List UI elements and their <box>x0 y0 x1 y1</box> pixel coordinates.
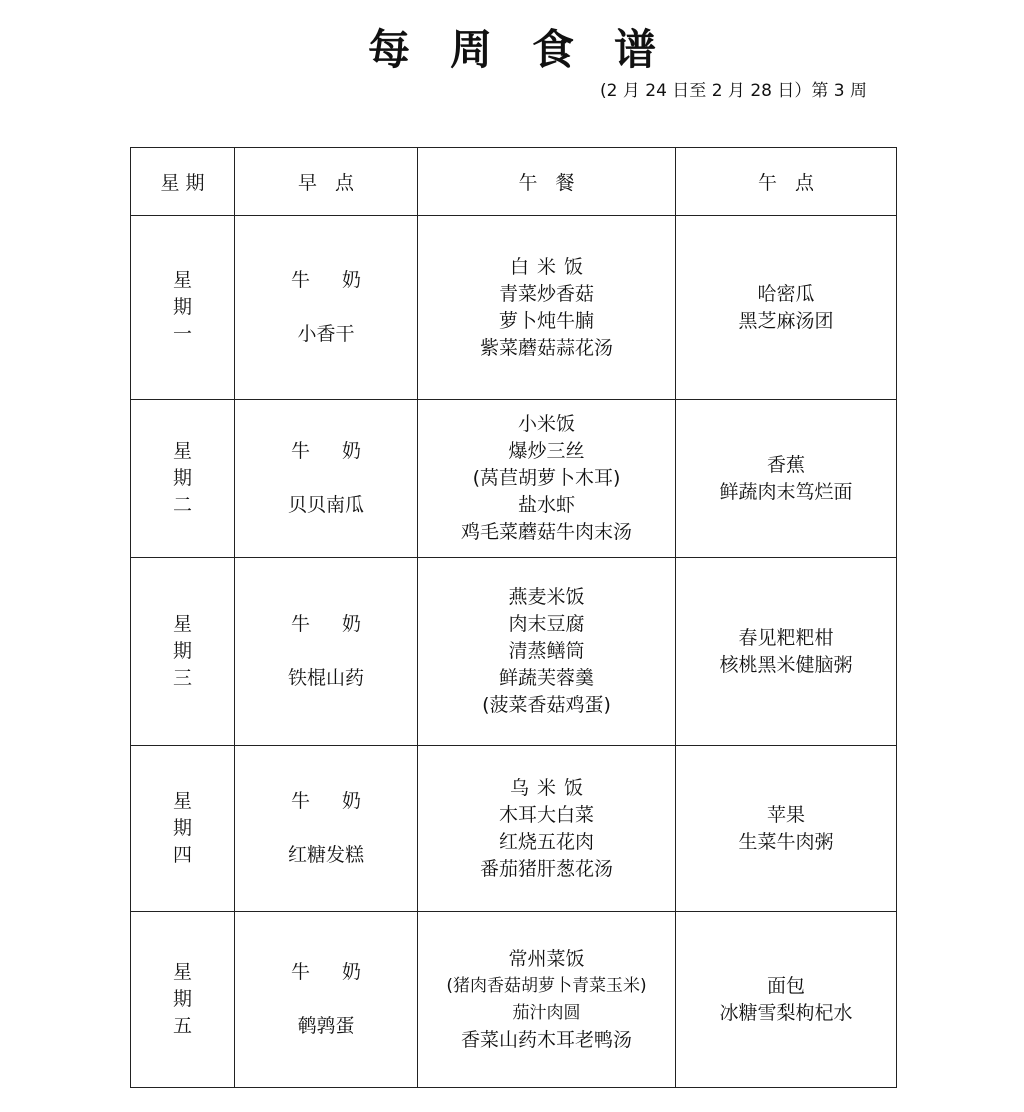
lunch-cell <box>418 746 676 912</box>
header-row <box>131 148 897 216</box>
lunch-cell <box>418 912 676 1088</box>
breakfast-drink: 牛奶 <box>290 790 393 812</box>
breakfast-cell <box>235 216 418 400</box>
lunch-cell <box>418 216 676 400</box>
breakfast-drink: 牛奶 <box>290 269 393 291</box>
snack-item: 春见粑粑柑 <box>738 626 834 649</box>
weekly-menu-table <box>130 147 897 1088</box>
table-row <box>131 216 897 400</box>
lunch-item: 肉末豆腐 <box>508 613 585 635</box>
table-row <box>131 746 897 912</box>
snack-item: 生菜牛肉粥 <box>738 830 834 853</box>
lunch-item: 白米饭 <box>509 255 591 278</box>
lunch-item: (菠菜香菇鸡蛋) <box>482 694 611 716</box>
breakfast-food: 铁棍山药 <box>287 667 364 689</box>
snack-cell <box>676 912 897 1088</box>
snack-item: 核桃黑米健脑粥 <box>719 653 853 676</box>
lunch-item: 萝卜炖牛腩 <box>498 309 594 332</box>
breakfast-drink: 牛奶 <box>290 613 393 635</box>
lunch-cell <box>418 400 676 558</box>
table-row <box>131 558 897 746</box>
breakfast-drink: 牛奶 <box>290 440 393 462</box>
lunch-item: 常州菜饭 <box>508 947 585 970</box>
lunch-item: 燕麦米饭 <box>508 586 585 608</box>
lunch-item: 盐水虾 <box>517 494 575 516</box>
lunch-item: 清蒸鳝筒 <box>508 640 585 662</box>
day-cell: 星 期 二 <box>131 400 235 558</box>
breakfast-cell <box>235 400 418 558</box>
lunch-item: 青菜炒香菇 <box>498 282 594 305</box>
lunch-cell <box>418 558 676 746</box>
lunch-item: 鸡毛菜蘑菇牛肉末汤 <box>460 521 632 543</box>
breakfast-cell <box>235 912 418 1088</box>
day-cell: 星 期 五 <box>131 912 235 1088</box>
lunch-item: 红烧五花肉 <box>498 830 594 853</box>
lunch-item: 紫菜蘑菇蒜花汤 <box>479 336 613 359</box>
snack-item: 哈密瓜 <box>757 282 815 305</box>
lunch-item: 爆炒三丝 <box>508 440 585 462</box>
snack-cell <box>676 216 897 400</box>
breakfast-food: 红糖发糕 <box>287 844 364 866</box>
breakfast-food: 贝贝南瓜 <box>287 494 364 516</box>
table-row <box>131 400 897 558</box>
day-cell: 星 期 四 <box>131 746 235 912</box>
header-lunch: 午餐 <box>418 148 676 216</box>
snack-item: 黑芝麻汤团 <box>738 309 834 332</box>
breakfast-drink: 牛奶 <box>290 961 393 983</box>
page-title: 每周食谱 <box>367 25 696 74</box>
lunch-item: 香菜山药木耳老鸭汤 <box>460 1028 632 1051</box>
header-snack: 午点 <box>676 148 897 216</box>
snack-item: 面包 <box>766 974 805 997</box>
lunch-item: 木耳大白菜 <box>498 803 594 826</box>
header-breakfast: 早点 <box>235 148 418 216</box>
lunch-item: 小米饭 <box>517 413 575 435</box>
snack-item: 鲜蔬肉末笃烂面 <box>719 480 853 503</box>
snack-cell <box>676 558 897 746</box>
breakfast-cell <box>235 746 418 912</box>
snack-cell <box>676 400 897 558</box>
breakfast-food: 鹌鹑蛋 <box>297 1015 355 1037</box>
lunch-item: 鲜蔬芙蓉羹 <box>498 667 594 689</box>
lunch-item: (猪肉香菇胡萝卜青菜玉米) <box>446 975 647 996</box>
breakfast-cell <box>235 558 418 746</box>
lunch-item: (莴苣胡萝卜木耳) <box>472 467 621 489</box>
lunch-item: 番茄猪肝葱花汤 <box>479 857 613 880</box>
lunch-item: 乌米饭 <box>509 776 591 799</box>
breakfast-food: 小香干 <box>297 323 355 345</box>
snack-item: 冰糖雪梨枸杞水 <box>719 1001 853 1024</box>
day-cell: 星 期 三 <box>131 558 235 746</box>
lunch-item: 茄汁肉圆 <box>512 1002 581 1023</box>
snack-cell <box>676 746 897 912</box>
table-row <box>131 912 897 1088</box>
day-cell: 星 期 一 <box>131 216 235 400</box>
snack-item: 香蕉 <box>766 453 805 476</box>
header-day: 星期 <box>131 148 235 216</box>
snack-item: 苹果 <box>766 803 805 826</box>
date-range-subtitle: (2 月 24 日至 2 月 28 日）第 3 周 <box>600 81 867 101</box>
